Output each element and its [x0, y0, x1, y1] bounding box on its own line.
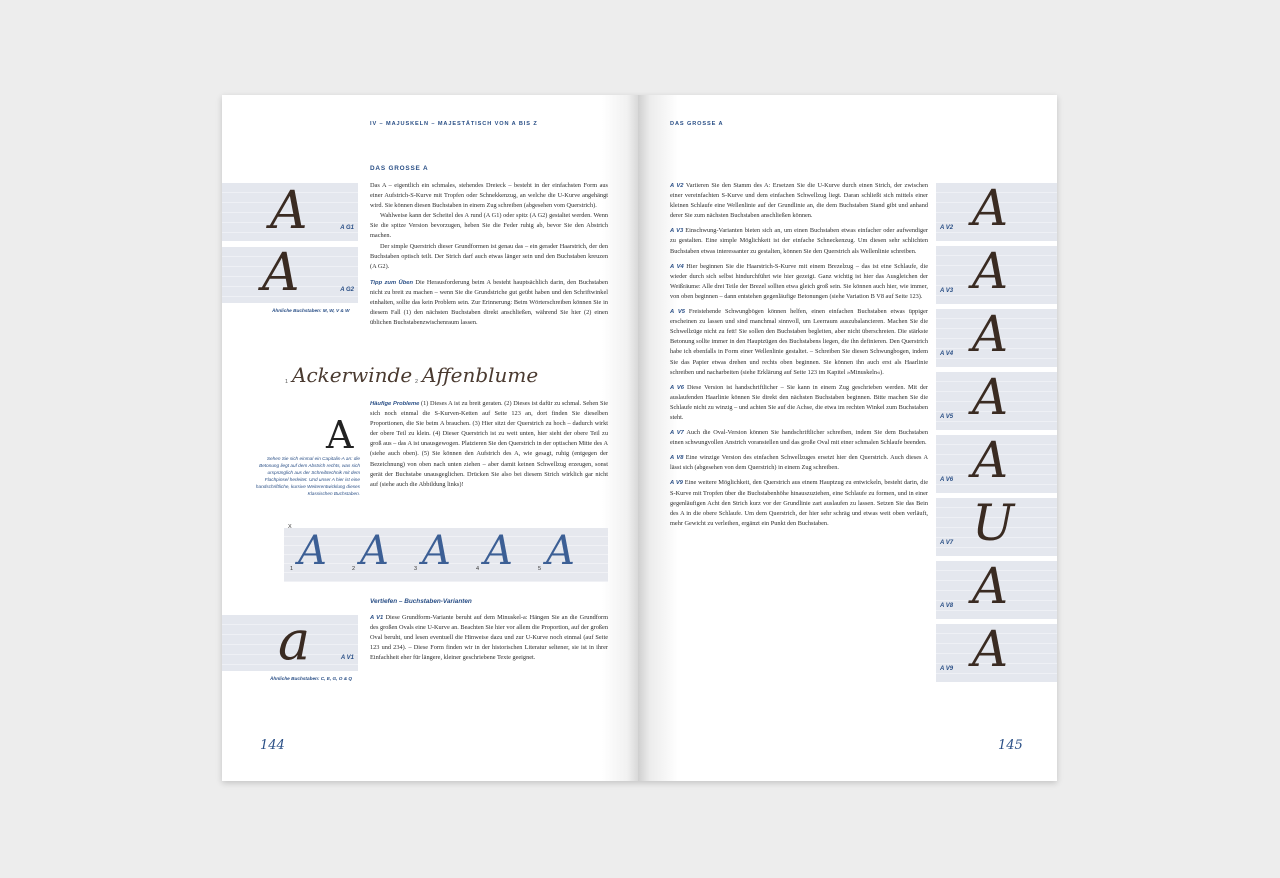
variant-text: Freistehende Schwungbögen können helfen, einen einfachen Buchstaben etwas üppiger erscheinen zu lassen und sind manchmal sinnvoll, um Leerraum auszubalancieren. Machen Sie die Schwellzüge nicht zu fett! Sie sollen den Buchstaben begleiten, aber nicht überschreien. Die stärkste Betonung sollte immer in den Hauptzügen des Buchstabens liegen, die ihn definieren. Den Querstrich habe ich ebenfalls in Form einer Wellenlinie gestaltet. – Schreiben Sie diesen Schwungbogen, indem Sie das Papier etwas drehen und rechts oben beginnen. Sie können ihn auch erst als Haarlinie schreiben und nacharbeiten (siehe Erklärung auf Seite 123 im Kapitel »Minuskeln«).	[670, 308, 928, 376]
example-band-a-v9	[936, 620, 1057, 682]
tip-label: Tipp zum Üben	[370, 279, 414, 286]
strip-number: 2	[352, 566, 356, 572]
strip-mark: X	[288, 524, 292, 530]
common-errors-strip	[284, 524, 608, 582]
variant-text: Eine weitere Möglichkeit, den Querstrich aus einem Hauptzug zu entwickeln, besteht darin, die S-Kurve mit Tropfen über die Buchstabenhöhe hinauszuziehen, eine Schlaufe zu formen, und in einer gegenläufigen Acht den Strich kurz vor der Grundlinie zart auslaufen zu lassen. Setzen Sie das Bein des A in die obere Schlaufe. Um dem Querstrich, der hier sehr schräg und etwas weit oben verläuft, mehr Gewicht zu verleihen, ergänzt ein Punkt den Buchstaben.	[670, 479, 928, 527]
variant-label: A V9	[670, 480, 683, 487]
variant-label: A V9	[940, 666, 954, 672]
example-band-a-v5	[936, 368, 1057, 430]
capitalis-a-illustration: A	[326, 413, 354, 457]
variant-label: A G2	[340, 287, 354, 293]
word-number: 2	[415, 379, 419, 385]
word-number: 1	[285, 379, 289, 385]
example-band-a-v6	[936, 431, 1057, 493]
script-word-ackerwinde: Ackerwinde	[292, 363, 413, 387]
right-page	[638, 95, 1057, 781]
error-example-glyph: A	[484, 528, 513, 574]
variant-label: A V8	[670, 455, 684, 462]
example-band-a-v7	[936, 494, 1057, 556]
variant-text: Variieren Sie den Stamm des A: Ersetzen Sie die U-Kurve durch einen Strich, der zwischen einer vereinfachten S-Kurve und dem einfachen Schwellzug liegt. Daran schließt sich mittels einer kleinen Schlaufe eine Wellenlinie auf der Grundlinie an, die dem Buchstaben Stand gibt und anhand derer Sie zum nächsten Buchstaben anschließen können.	[670, 182, 928, 220]
page-number-right: 145	[998, 738, 1023, 753]
capitalis-caption: Sehen Sie sich einmal ein Capitalis-A an: die Betonung liegt auf dem Abstrich rechts, was sich ursprünglich aus der Schreibtechnik mit dem Flachpinsel herleitet. Und unser A hier ist eine handschriftliche, kursive Weiterentwicklung dieses Klassischen Buchstaben.	[255, 456, 360, 496]
tip-text: Die Herausforderung beim A besteht hauptsächlich darin, den Buchstaben nicht zu breit zu machen – wenn Sie die Grundstriche gut geübt haben und den Schriftwinkel einhalten, sollte das kein Problem sein. Zur Erinnerung: Beim Wörterschreiben können Sie in diesem Fall (1) den nächsten Buchstaben direkt anschließen, während Sie hier (2) einen üblichen Buchstabenzwischenraum lassen.	[370, 278, 608, 327]
variant-label: A V1	[340, 655, 354, 661]
variant-entry	[670, 383, 928, 423]
variant-entry	[670, 453, 928, 473]
variant-label: A V4	[940, 351, 954, 357]
variant-text: Einschwung-Varianten bieten sich an, um einen Buchstaben etwas einfacher oder aufwendiger zu gestalten. Eine simple Möglichkeit ist der einfache Schneckenzug. Um diesen sehr schlichten Buchstaben etwas interessanter zu gestalten, können Sie den Querstrich als Wellenlinie schreiben.	[670, 227, 928, 255]
variant-text: Eine winzige Version des einfachen Schwellzuges ersetzt hier den Querstrich. Auch dieses A lässt sich (abgesehen von dem Querstrich) in einem Zug schreiben.	[670, 454, 928, 472]
example-band-a-v3	[936, 242, 1057, 304]
variant-entry	[670, 478, 928, 528]
variant-v1-body: Diese Grundform-Variante beruht auf dem Minuskel-a: Hängen Sie an die Grundform des großen Ovals eine U-Kurve an. Beachten Sie hier vor allem die Proportion, auf der großen Oval beruht, und lesen eventuell die Hinweise dazu und zur U-Kurve noch einmal (auf Seite 123 und 234). – Diese Form finden wir in der historischen Literatur seltener, sie ist in ihrer Einfachheit eher für längere, kleiner geschriebene Texte geeignet.	[370, 614, 608, 662]
book-spread	[222, 95, 1057, 781]
variant-label: A G1	[340, 225, 354, 231]
variant-label: A V6	[940, 477, 954, 483]
problems-label: Häufige Probleme	[370, 401, 420, 407]
variant-label: A V7	[670, 430, 684, 437]
example-band-a-v4	[936, 305, 1057, 367]
left-page	[222, 95, 638, 781]
running-head: DAS GROSSE A	[670, 121, 724, 127]
letter-illustration: A	[972, 431, 1009, 489]
letter-illustration: a	[278, 609, 311, 672]
example-band-a-g2	[222, 243, 358, 303]
paragraph: Der simple Querstrich dieser Grundformen ist genau das – ein gerader Haarstrich, der den Buchstaben optisch teilt. Der Strich darf auch etwas länger sein und den Buchstaben kreuzen (A G2).	[370, 242, 608, 270]
variant-text: Hier beginnen Sie die Haarstrich-S-Kurve mit einem Brezelzug – das ist eine Schlaufe, die wieder durch sich selbst hindurchführt wie hier gezeigt. Ganz wichtig ist hier das Ausgleichen der Weißräume: Alle drei Teile der Brezel sollten etwa gleich groß sein. Sie können auch hier, wie immer, von oben beginnen – dann entstehen gegenläufige Betonungen (siehe Variation B V8 auf Seite 123).	[670, 262, 928, 300]
variant-entry	[670, 226, 928, 256]
section-title: DAS GROSSE A	[370, 165, 429, 172]
variant-label: A V4	[670, 263, 684, 270]
letter-illustration: A	[262, 243, 300, 303]
page-number-left: 144	[260, 738, 285, 753]
letter-illustration: U	[972, 494, 1015, 552]
error-example-glyph: A	[360, 528, 389, 574]
variant-text: Diese Version ist handschriftlicher – Sie kann in einem Zug geschrieben werden. Mit der auslaufenden Haarlinie können Sie direkt den nächsten Buchstaben beginnen. Bitte machen Sie die Schlaufe nicht zu winzig – und achten Sie auf die Achse, die etwa im rechten Winkel zum Buchstaben steht.	[670, 383, 928, 421]
variant-label: A V6	[670, 384, 685, 391]
problems-body: (1) Dieses A ist zu breit geraten. (2) Dieses ist dafür zu schmal. Sehen Sie sich noch einmal die S-Kurven-Ketten auf Seite 123 an, dort finden Sie dieselben Proportionen, die Sie beim A brauchen. (3) Hier sitzt der Querstrich zu hoch – dadurch wirkt der obere Teil zu klein. (4) Dieser Querstrich ist zu weit unten, hier sieht der obere Teil zu groß aus – das A ist unausgewogen. Platzieren Sie den Querstrich in der optischen Mitte des A (siehe auch oben). (5) Sie können den Aufstrich des A, wie gesagt, ruhig (entgegen der Bezeichnung) von oben nach unten ziehen – aber damit keinen Schwellzug erzeugen, sonst gerät der Buchstabe unausgeglichen. Drücken Sie also bei diesem Strich wirklich gar nicht auf (siehe auch die Abbildung links)!	[370, 400, 608, 488]
variants-title: Vertiefen – Buchstaben-Varianten	[370, 598, 472, 605]
example-band-a-v1	[222, 609, 358, 672]
variant-entry	[670, 428, 928, 448]
variant-v1-text	[370, 613, 608, 663]
paragraph: Das A – eigentlich ein schmales, stehendes Dreieck – besteht in der einfachsten Form aus einer Aufstrich-S-Kurve mit Tropfen oder Schnekkenzug, an welche die U-Kurve angehängt wird. Sie können diesen Buchstaben in einem Zug schreiben (abgesehen vom Querstrich).	[370, 182, 608, 210]
letter-illustration: A	[972, 179, 1009, 237]
strip-number: 4	[476, 566, 480, 572]
variant-entry	[670, 262, 928, 302]
variant-label: A V8	[940, 603, 954, 609]
problems-text	[370, 399, 608, 490]
letter-illustration: A	[972, 557, 1009, 615]
variant-label: A V5	[670, 309, 685, 316]
variant-label: A V5	[940, 414, 954, 420]
strip-number: 3	[414, 566, 418, 572]
example-band-a-v8	[936, 557, 1057, 619]
similar-letters-note: Ähnliche Buchstaben: M, W, V & W	[272, 308, 350, 313]
running-head: IV – MAJUSKELN – MAJESTÄTISCH VON A BIS Z	[370, 121, 538, 127]
variant-text: Auch die Oval-Version können Sie handschriftlicher schreiben, indem Sie dem Buchstaben einen schwungvollen Anstrich voranstellen und das große Oval mit einer schmalen Schlaufe beenden.	[670, 429, 928, 447]
strip-number: 1	[290, 566, 294, 572]
error-example-glyph: A	[298, 528, 327, 574]
variants-text	[670, 181, 928, 529]
error-example-glyph: A	[546, 528, 575, 574]
paragraph: Wahlweise kann der Scheitel des A rund (A G1) oder spitz (A G2) gestaltet werden. Wenn Sie die spitze Version bevorzugen, heben Sie die Feder ruhig ab, bevor Sie den Abstrich machen.	[370, 212, 608, 240]
letter-illustration: A	[972, 620, 1009, 678]
variant-label: A V2	[940, 225, 954, 231]
tip-paragraph	[370, 278, 608, 328]
error-example-glyph: A	[422, 528, 451, 574]
variant-v1-label: A V1	[370, 615, 384, 621]
example-band-a-v2	[936, 179, 1057, 241]
variant-entry	[670, 181, 928, 221]
letter-illustration: A	[972, 242, 1009, 300]
strip-number: 5	[538, 566, 542, 572]
variant-label: A V2	[670, 183, 684, 189]
letter-illustration: A	[270, 181, 308, 241]
variant-label: A V7	[940, 540, 954, 546]
script-word-affenblume: Affenblume	[422, 363, 539, 387]
letter-illustration: A	[972, 305, 1009, 363]
intro-text	[370, 181, 608, 328]
variant-entry	[670, 307, 928, 378]
similar-letters-note: Ähnliche Buchstaben: C, E, G, O & Q	[270, 676, 353, 681]
example-band-a-g1	[222, 183, 358, 241]
variant-label: A V3	[940, 288, 954, 294]
variant-label: A V3	[670, 228, 684, 235]
letter-illustration: A	[972, 368, 1009, 426]
